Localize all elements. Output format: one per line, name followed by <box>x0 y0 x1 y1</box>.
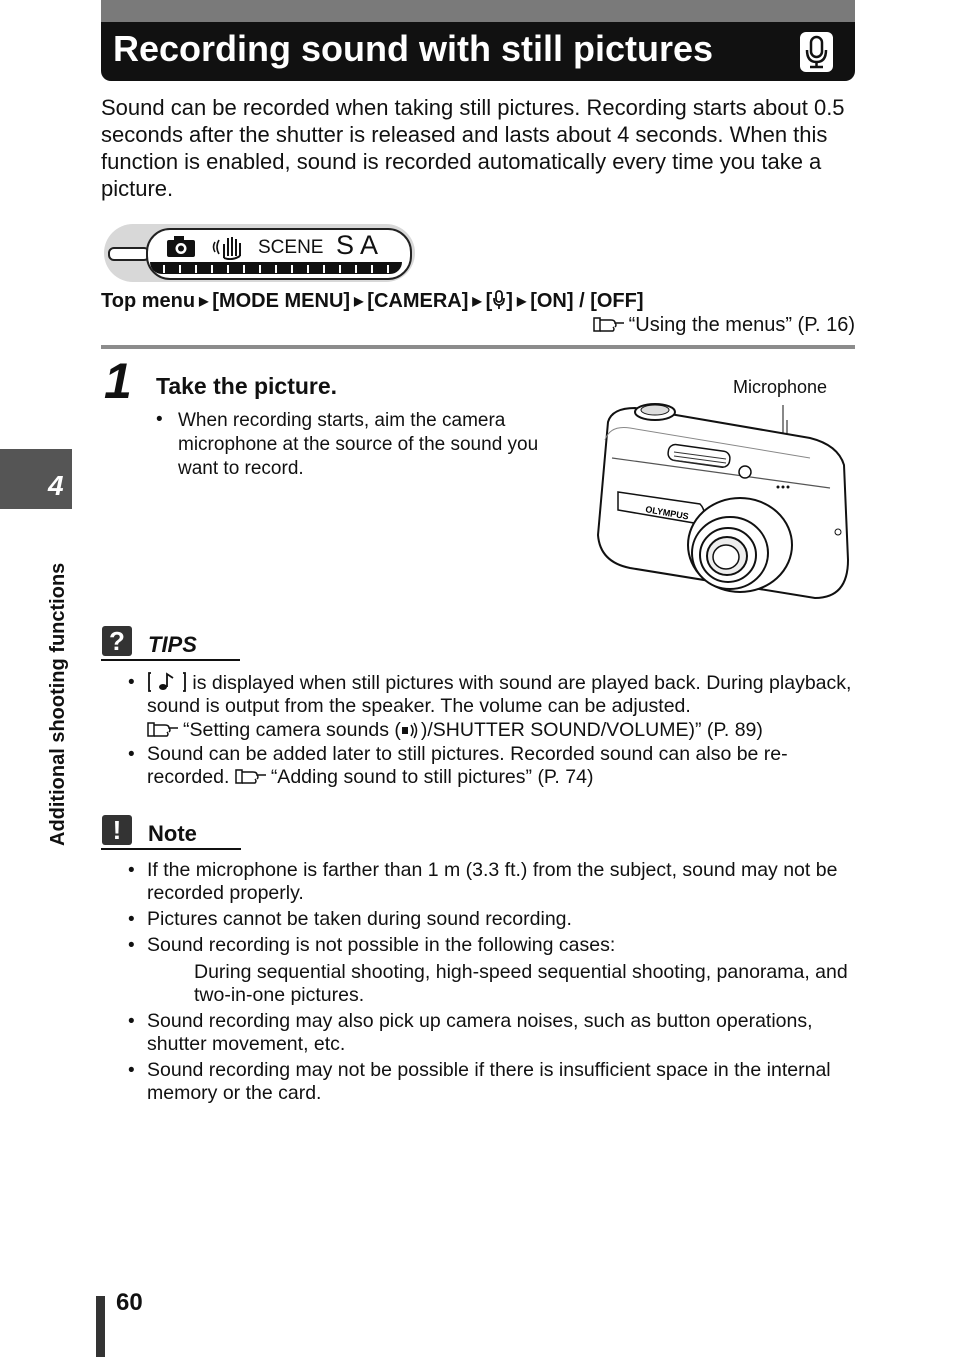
reference-hand-icon <box>235 767 271 787</box>
note-item: Sound recording is not possible in the following cases: <box>147 934 616 956</box>
microphone-callout-label: Microphone <box>733 377 828 397</box>
chapter-number: 4 <box>48 470 64 501</box>
section-rule <box>101 345 855 349</box>
step-instruction: When recording starts, aim the camera microphone at the source of the sound you want to record. <box>178 410 539 479</box>
note-subitem: During sequential shooting, high-speed sequential shooting, panorama, and two-in-one pictures. <box>194 961 848 1007</box>
dial-scene-label: SCENE <box>258 237 324 258</box>
note-item: Sound recording may also pick up camera noises, such as button operations, shutter movement, etc. <box>147 1010 813 1056</box>
bullet: • <box>128 744 135 765</box>
arrow-right-icon: ▶ <box>516 294 527 308</box>
bullet: • <box>128 860 135 881</box>
exclamation-icon: ! <box>102 815 132 845</box>
question-icon: ? <box>102 626 132 656</box>
arrow-right-icon: ▶ <box>472 294 482 308</box>
page-number: 60 <box>116 1289 143 1316</box>
sound-note-icon <box>147 671 187 693</box>
mode-dial-indicator <box>108 247 150 261</box>
note-underline <box>101 848 241 850</box>
chapter-label: Additional shooting functions <box>47 562 69 846</box>
camera-illustration <box>590 400 852 605</box>
speaker-icon <box>401 721 421 739</box>
bullet: • <box>128 935 135 956</box>
menu-reference-text: “Using the menus” (P. 16) <box>628 314 855 336</box>
intro-paragraph: Sound can be recorded when taking still pictures. Recording starts about 0.5 seconds after the shutter is released and lasts about 4 seconds. When this function is enabled, sound is recorded automatically every time you take a picture. <box>101 95 845 201</box>
nav-on-off: [ON] / [OFF] <box>530 290 644 312</box>
nav-mic-close: ] <box>506 290 513 312</box>
tips-item1-text: is displayed when still pictures with sound are played back. During playback, sound is output from the speaker. The volume can be adjusted. <box>147 672 852 718</box>
note-title: Note <box>148 821 197 846</box>
camera-mode-icon <box>165 235 199 259</box>
tips-item <box>147 671 857 742</box>
reference-hand-icon <box>147 720 183 740</box>
tips-underline <box>101 659 240 661</box>
arrow-right-icon: ▶ <box>199 294 209 308</box>
tips-item1-ref-a: “Setting camera sounds ( <box>183 718 401 741</box>
bullet: • <box>128 909 135 930</box>
note-item: Sound recording may not be possible if there is insufficient space in the internal memory or the card. <box>147 1059 831 1105</box>
nav-mic-open: [ <box>485 290 493 312</box>
tips-item2-ref: “Adding sound to still pictures” (P. 74) <box>270 766 594 789</box>
movie-hand-icon <box>211 234 247 260</box>
mode-dial-ticks <box>150 262 402 274</box>
tips-item2-text: Sound can be added later to still pictures. Recorded sound can also be re-recorded. <box>147 743 788 789</box>
bullet: • <box>128 1060 135 1081</box>
note-item: Pictures cannot be taken during sound recording. <box>147 908 572 930</box>
dial-s-a-label: S A <box>336 230 379 260</box>
tips-item1-ref-b: )/SHUTTER SOUND/VOLUME)” (P. 89) <box>420 718 763 741</box>
camera-brand: OLYMPUS <box>644 504 690 522</box>
step-number: 1 <box>104 353 132 409</box>
tips-item <box>147 743 857 790</box>
menu-path <box>101 290 644 313</box>
tips-title: TIPS <box>148 632 197 657</box>
reference-hand-icon <box>593 315 629 335</box>
nav-camera: [CAMERA] <box>367 290 469 312</box>
arrow-right-icon: ▶ <box>354 294 364 308</box>
page-number-bar <box>96 1296 105 1357</box>
microphone-icon <box>800 32 833 72</box>
microphone-icon <box>492 290 506 310</box>
header-top-bar <box>101 0 855 22</box>
step-title: Take the picture. <box>156 373 338 399</box>
bullet: • <box>156 409 163 430</box>
bullet: • <box>128 1011 135 1032</box>
menu-reference <box>593 314 855 337</box>
page-title: Recording sound with still pictures <box>113 28 714 69</box>
bullet: • <box>128 672 135 693</box>
note-item: If the microphone is farther than 1 m (3.3 ft.) from the subject, sound may not be recorded properly. <box>147 859 838 905</box>
nav-mode-menu: [MODE MENU] <box>212 290 351 312</box>
nav-top-menu: Top menu <box>101 290 196 312</box>
